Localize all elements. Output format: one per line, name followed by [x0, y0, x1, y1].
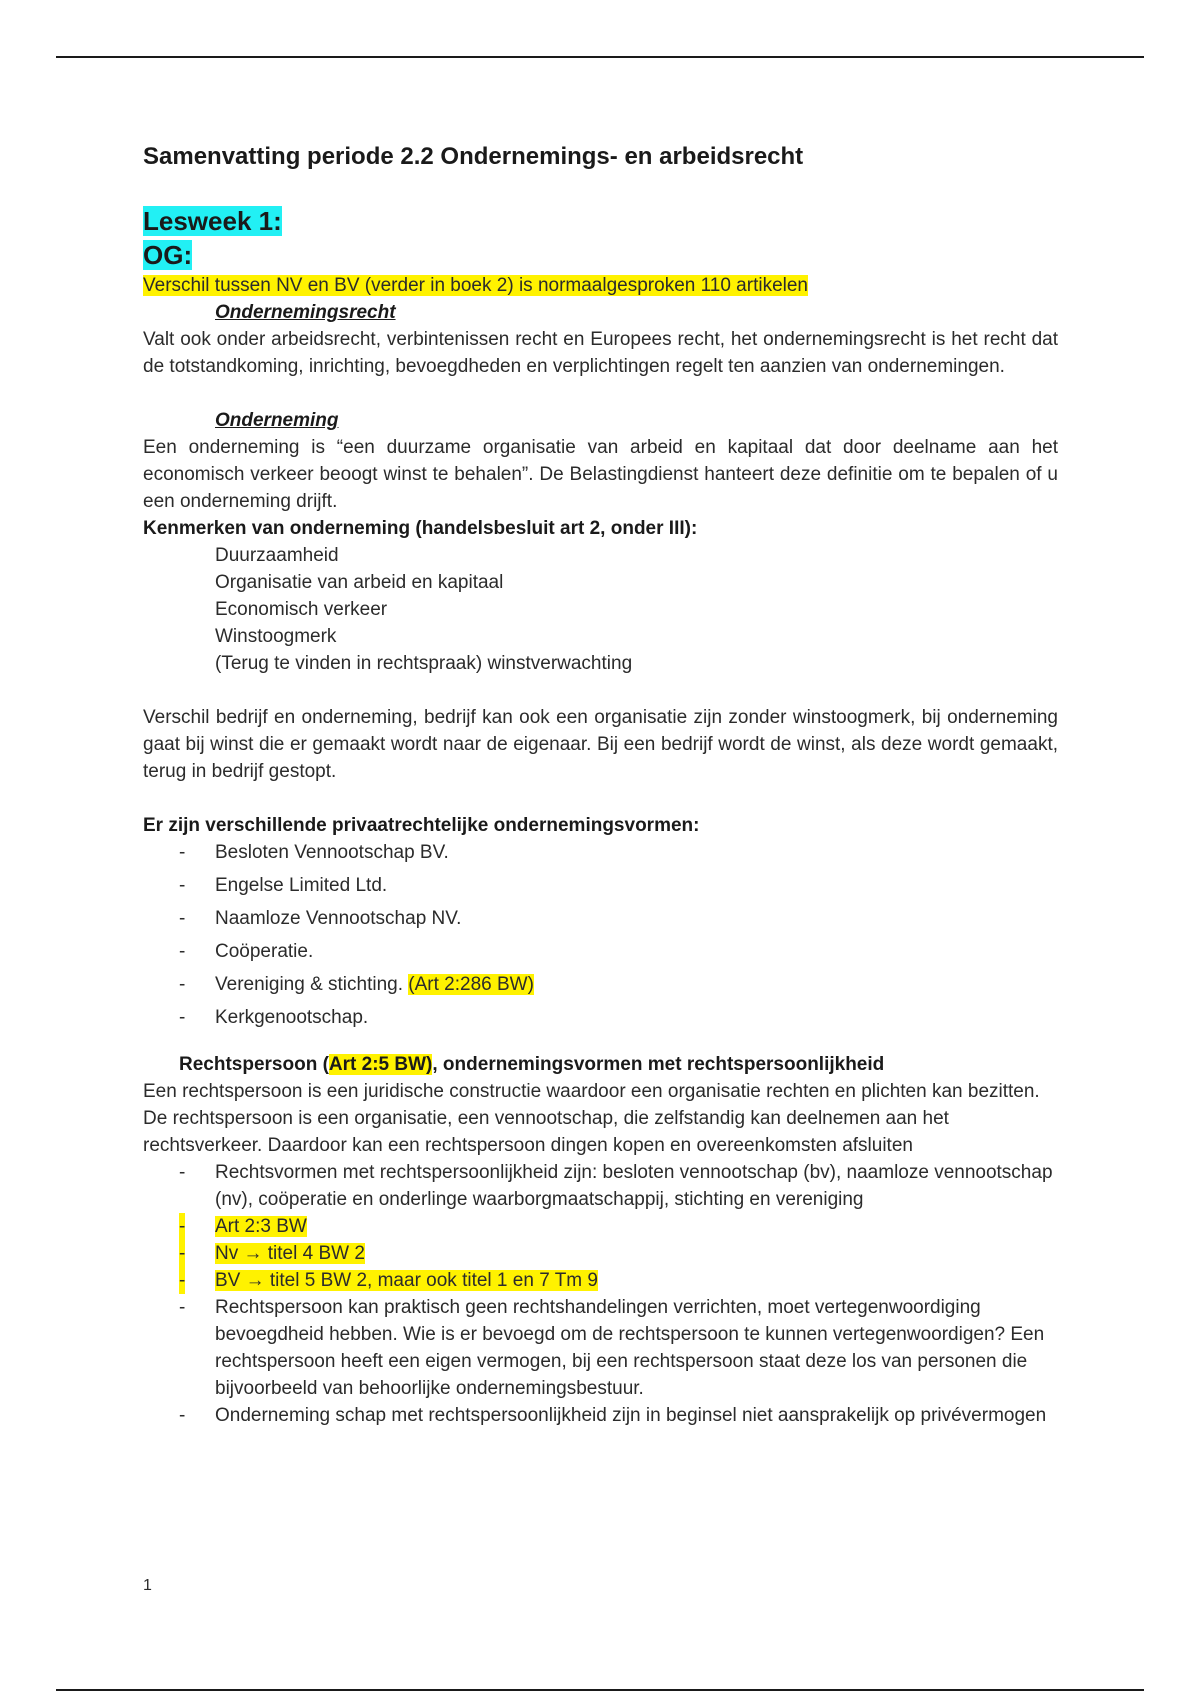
dash-bullet: - — [179, 1162, 186, 1183]
spacer — [143, 677, 1058, 704]
kenmerk-item: Economisch verkeer — [215, 599, 388, 620]
list-item — [143, 905, 1058, 932]
onderneming-text: Een onderneming is “een duurzame organisatie van arbeid en kapitaal dat door deelname aan het economisch verkeer beoogt winst te behalen”. De Belastingdienst hanteert deze definitie om te bepalen of u een onderneming drijft. — [143, 437, 1058, 512]
list-item-text: Onderneming schap met rechtspersoonlijkheid zijn in beginsel niet aansprakelijk op privévermogen — [215, 1405, 1047, 1426]
heading-part: Rechtspersoon ( — [179, 1054, 329, 1075]
list-item — [143, 1213, 1058, 1240]
ondernemingsrecht-text: Valt ook onder arbeidsrecht, verbintenissen recht en Europees recht, het ondernemingsrecht is het recht dat de totstandkoming, inrichting, bevoegdheden en verplichtingen regelt ten aanzien van ondernemingen. — [143, 329, 1058, 377]
list-item-text: Nv → titel 4 BW 2 — [215, 1243, 365, 1264]
dash-bullet: - — [179, 842, 186, 863]
list-item-text: Naamloze Vennootschap NV. — [215, 908, 462, 929]
dash-bullet: - — [179, 941, 186, 962]
verschil-text: Verschil bedrijf en onderneming, bedrijf kan ook een organisatie zijn zonder winstoogmerk, bij onderneming gaat bij winst die er gemaakt wordt naar de eigenaar. Bij een bedrijf wordt de winst, als deze wordt gemaakt, terug in bedrijf gestopt. — [143, 707, 1058, 782]
dash-bullet: - — [179, 908, 186, 929]
article-reference: (Art 2:286 BW) — [408, 974, 534, 995]
page-number: 1 — [143, 1577, 152, 1594]
dash-bullet: - — [179, 1007, 186, 1028]
dash-bullet: - — [179, 1297, 186, 1318]
list-item-text: Rechtspersoon kan praktisch geen rechtshandelingen verrichten, moet vertegenwoordiging bevoegdheid hebben. Wie is er bevoegd om de rechtspersoon te kunnen vertegenwoordigen? Een rechtspersoon heeft een eigen vermogen, bij een rechtspersoon staat deze los van personen die bijvoorbeeld van behoorlijke ondernemingsbestuur. — [215, 1297, 1045, 1399]
intro-line — [143, 272, 1058, 299]
list-item — [143, 1294, 1058, 1402]
list-item — [143, 971, 1058, 998]
dash-bullet: - — [179, 1240, 185, 1267]
ondernemingsrecht-heading: Ondernemingsrecht — [215, 302, 396, 323]
vormen-list — [143, 839, 1058, 1031]
onderneming-heading: Onderneming — [215, 410, 339, 431]
dash-bullet: - — [179, 1267, 185, 1294]
rechtspersoon-heading — [143, 1051, 1058, 1078]
kenmerken-list — [143, 542, 1058, 677]
week-heading — [143, 204, 1058, 238]
footer-rule — [56, 1689, 1144, 1691]
dash-bullet: - — [179, 974, 186, 995]
list-item-text: Engelse Limited Ltd. — [215, 875, 388, 896]
rechtspersoon-text: Een rechtspersoon is een juridische constructie waardoor een organisatie rechten en plichten kan bezitten. De rechtspersoon is een organisatie, een vennootschap, die zelfstandig kan deelnemen aan het rechtsverkeer. Daardoor kan een rechtspersoon dingen kopen en overeenkomsten afsluiten — [143, 1081, 1040, 1156]
list-item — [143, 1267, 1058, 1294]
list-item-text: BV → titel 5 BW 2, maar ook titel 1 en 7 Tm 9 — [215, 1270, 598, 1291]
article-reference: Art 2:5 BW) — [328, 1054, 433, 1075]
list-item — [143, 938, 1058, 965]
spacer — [143, 785, 1058, 812]
list-item-text: Art 2:3 BW — [215, 1216, 307, 1237]
list-item — [143, 839, 1058, 866]
list-item-text: Coöperatie. — [215, 941, 314, 962]
kenmerk-item: Winstoogmerk — [215, 626, 337, 647]
list-item-text: Besloten Vennootschap BV. — [215, 842, 449, 863]
spacer — [143, 380, 1058, 407]
dash-bullet: - — [179, 875, 186, 896]
list-item — [143, 1004, 1058, 1031]
week-heading-text: Lesweek 1: — [143, 206, 282, 236]
dash-bullet: - — [179, 1405, 186, 1426]
header-rule — [56, 56, 1144, 58]
list-item — [143, 1240, 1058, 1267]
og-heading-text: OG: — [143, 240, 193, 270]
kenmerk-item: Duurzaamheid — [215, 545, 339, 566]
list-item-text: Kerkgenootschap. — [215, 1007, 369, 1028]
list-item — [143, 1159, 1058, 1213]
list-item-text: Rechtsvormen met rechtspersoonlijkheid zijn: besloten vennootschap (bv), naamloze vennootschap (nv), coöperatie en onderlinge waarborgmaatschappij, stichting en vereniging — [215, 1162, 1053, 1210]
rechtspersoon-list — [143, 1159, 1058, 1429]
vormen-heading: Er zijn verschillende privaatrechtelijke ondernemingsvormen: — [143, 815, 700, 836]
spacer — [143, 1037, 1058, 1051]
kenmerk-item: (Terug te vinden in rechtspraak) winstverwachting — [215, 653, 633, 674]
list-item — [143, 872, 1058, 899]
document-page — [143, 140, 1058, 1429]
heading-part: , ondernemingsvormen met rechtspersoonlijkheid — [432, 1054, 885, 1075]
document-title: Samenvatting periode 2.2 Ondernemings- en arbeidsrecht — [143, 143, 804, 170]
og-heading — [143, 238, 1058, 272]
kenmerk-item: Organisatie van arbeid en kapitaal — [215, 572, 504, 593]
kenmerken-heading: Kenmerken van onderneming (handelsbesluit art 2, onder III): — [143, 518, 698, 539]
intro-highlight: Verschil tussen NV en BV (verder in boek 2) is normaalgesproken 110 artikelen — [143, 275, 808, 296]
dash-bullet: - — [179, 1213, 185, 1240]
list-item-text: Vereniging & stichting. — [215, 974, 404, 995]
list-item — [143, 1402, 1058, 1429]
